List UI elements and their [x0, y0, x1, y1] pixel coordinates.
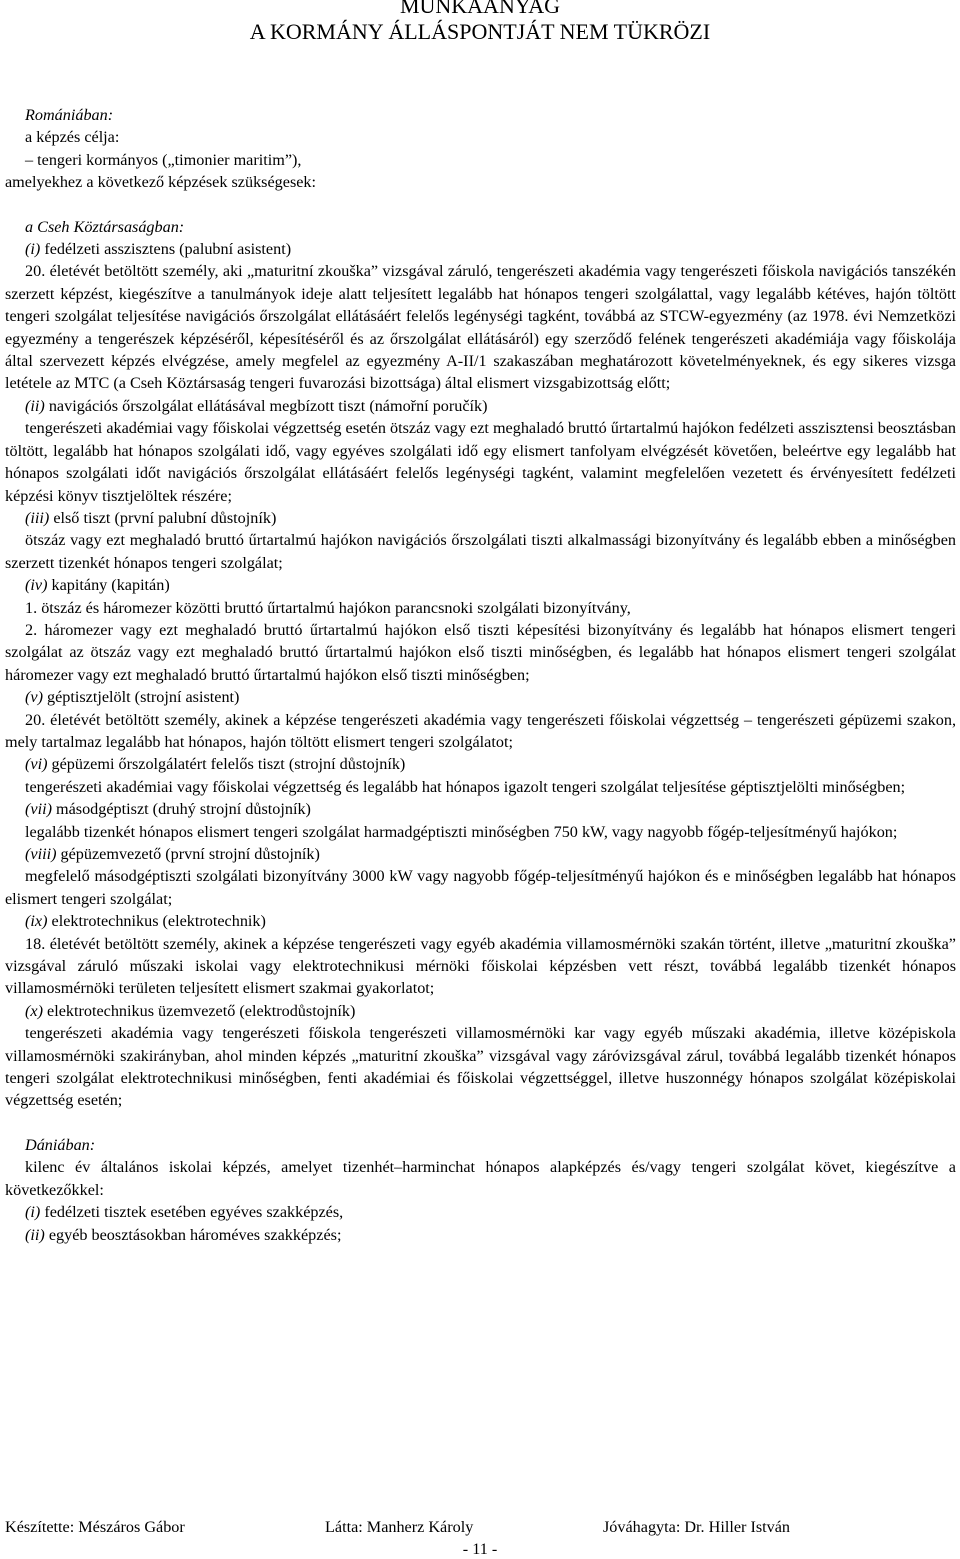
czech-item-v-title: (v) géptisztjelölt (strojní asistent) — [25, 688, 240, 707]
czech-item-iii-title: (iii) első tiszt (první palubní důstojník) — [25, 508, 277, 527]
czech-item-v-text: 20. életévét betöltött személy, akinek a képzése tengerészeti akadémia vagy tengerészeti főiskolai végzettség – tengerészeti gépüzemi szakon, mely tartalmaz legalább hat hónapos, hajón töltött elismert tengeri szolgálatot; — [5, 710, 956, 751]
czech-item-i-text: 20. életévét betöltött személy, aki „maturitní zkouška” vizsgával záruló, tengerészeti akadémia vagy tengerészeti főiskola navigációs tanszékén szerzett képzést, kiegészítve a tanulmányok ideje alatt teljesített legalább hat hónapos tengeri szolgálattal, vagy legalább kétéves, hajón töltött tengeri szolgálat teljesítése navigációs őrszolgálat ellátásáért felelős legénységi tagként, továbbá az STCW-egyezmény (az 1978. évi Nemzetközi egyezmény a tengerészek képzéséről, képesítéséről és az őrszolgálat ellátásáról) egy szerződő felének tengerészeti akadémiája vagy főiskolája által szervezett képzés elvégzése, amely megfelel az egyezmény A-II/1 szakaszában meghatározott követelményeknek, és egy sikeres vizsga letétele az MTC (a Cseh Köztársaság tengeri fuvarozási bizottsága) által elismert vizsgabizottság előtt; — [5, 262, 956, 393]
czech-item-vii-text: legalább tizenkét hónapos elismert tengeri szolgálat harmadgéptiszti minőségben 750 kW, vagy nagyobb főgép-teljesítményű hajókon; — [25, 822, 898, 841]
czech-item-vi-title: (vi) gépüzemi őrszolgálatért felelős tiszt (strojní důstojník) — [25, 755, 406, 774]
romania-maritime: – tengeri kormányos („timonier maritim”), — [25, 150, 302, 169]
czech-item-iv-text-2: 2. háromezer vagy ezt meghaladó bruttó űrtartalmú hajókon első tiszti képesítési bizonyítvány és legalább hat hónapos elismert tengeri szolgálat az ötszáz vagy ezt meghaladó bruttó űrtartalmú hajókon első tiszti minőségben, és legalább hat hónapos elismert tengeri szolgálat háromezer vagy ezt meghaladó bruttó űrtartalmú hajókon első tiszti minőségben; — [5, 620, 956, 684]
czech-item-ii-title: (ii) navigációs őrszolgálat ellátásával megbízott tiszt (námořní poručík) — [25, 396, 488, 415]
denmark-text: kilenc év általános iskolai képzés, amelyet tizenhét–harminchat hónapos alapképzés és/vagy tengeri szolgálat követ, kiegészítve a következőkkel: — [5, 1158, 956, 1199]
czech-heading: a Cseh Köztársaságban: — [25, 217, 185, 236]
czech-item-ix-title: (ix) elektrotechnikus (elektrotechnik) — [25, 912, 266, 931]
document-body — [5, 104, 956, 1246]
czech-item-vi-text: tengerészeti akadémiai vagy főiskolai végzettség és legalább hat hónapos igazolt tengeri szolgálat teljesítése géptisztjelölti minőségben; — [25, 777, 906, 796]
footer-approver: Jóváhagyta: Dr. Hiller István — [603, 1518, 791, 1536]
czech-item-ix-text: 18. életévét betöltött személy, akinek a képzése tengerészeti vagy egyéb akadémia villamosmérnöki szakán történt, illetve „maturitní zkouška” vizsgával záruló műszaki iskolai vagy elektrotechnikusi mérnöki főiskolai képzésben vett részt, továbbá legalább tizenkét hónapos villamosmérnöki területen teljesített elismert szakmai gyakorlatot; — [5, 934, 956, 998]
romania-heading: Romániában: — [25, 106, 114, 124]
czech-item-viii-text: megfelelő másodgéptiszti szolgálati bizonyítvány 3000 kW vagy nagyobb főgép-teljesítményű hajókon és e minőségben legalább hat hónapos elismert tengeri szolgálat; — [5, 867, 956, 908]
czech-item-x-title: (x) elektrotechnikus üzemvezető (elektrodůstojník) — [25, 1001, 356, 1020]
denmark-item-ii: (ii) egyéb beosztásokban hároméves szakképzés; — [25, 1225, 342, 1244]
header-draft-label: MUNKAANYAG — [399, 0, 561, 18]
footer-author: Készítette: Mészáros Gábor — [5, 1518, 185, 1536]
header-disclaimer: A KORMÁNY ÁLLÁSPONTJÁT NEM TÜKRÖZI — [249, 19, 711, 44]
czech-item-x-text: tengerészeti akadémia vagy tengerészeti főiskola tengerészeti villamosmérnöki kar vagy egyéb műszaki akadémia, illetve középiskola villamosmérnöki szakirányban, ahol minden képzés „maturitní zkouška” vizsgával vagy záróvizsgával zárul, továbbá legalább tizenkét hónapos tengeri szolgálat elektrotechnikusi minőségben, fenti akadémiai és főiskolai végzettséggel, illetve huszonnégy hónapos szolgálat középiskolai végzettség esetén; — [5, 1024, 956, 1110]
czech-item-ii-text: tengerészeti akadémiai vagy főiskolai végzettség esetén ötszáz vagy ezt meghaladó bruttó űrtartalmú hajókon fedélzeti asszisztensi beosztásban töltött, legalább hat hónapos szolgálati idő, vagy egyéves szolgálati idő egy elismert tanfolyam elvégzését követően, beleértve egy legalább hat hónapos szolgálati időt navigációs őrszolgálat ellátásáért felelős legénységi tagként, valamint megfelelően vezetett és érvényesített fedélzeti képzési könyv tisztjelöltek részére; — [5, 419, 956, 505]
czech-item-iv-title: (iv) kapitány (kapitán) — [25, 576, 170, 595]
denmark-item-i: (i) fedélzeti tisztek esetében egyéves szakképzés, — [25, 1203, 344, 1222]
romania-required: amelyekhez a következő képzések szükségesek: — [5, 173, 317, 192]
czech-item-viii-title: (viii) gépüzemvezető (první strojní důstojník) — [25, 845, 320, 863]
page-number: - 11 - — [462, 1540, 498, 1558]
footer-reviewer: Látta: Manherz Károly — [325, 1518, 474, 1536]
czech-item-iii-text: ötszáz vagy ezt meghaladó bruttó űrtartalmú hajókon navigációs őrszolgálati tiszti alkalmassági bizonyítvány és legalább ebben a minőségben szerzett tizenkét hónapos tengeri szolgálat; — [5, 531, 956, 572]
document-header — [0, 0, 960, 45]
czech-item-i-title: (i) fedélzeti asszisztens (palubní asistent) — [25, 240, 292, 259]
czech-item-iv-text-1: 1. ötszáz és háromezer közötti bruttó űrtartalmú hajókon parancsnoki szolgálati bizonyítvány, — [25, 598, 631, 617]
romania-goal: a képzés célja: — [25, 128, 120, 147]
denmark-heading: Dániában: — [25, 1135, 96, 1154]
czech-item-vii-title: (vii) másodgéptiszt (druhý strojní důstojník) — [25, 800, 311, 819]
